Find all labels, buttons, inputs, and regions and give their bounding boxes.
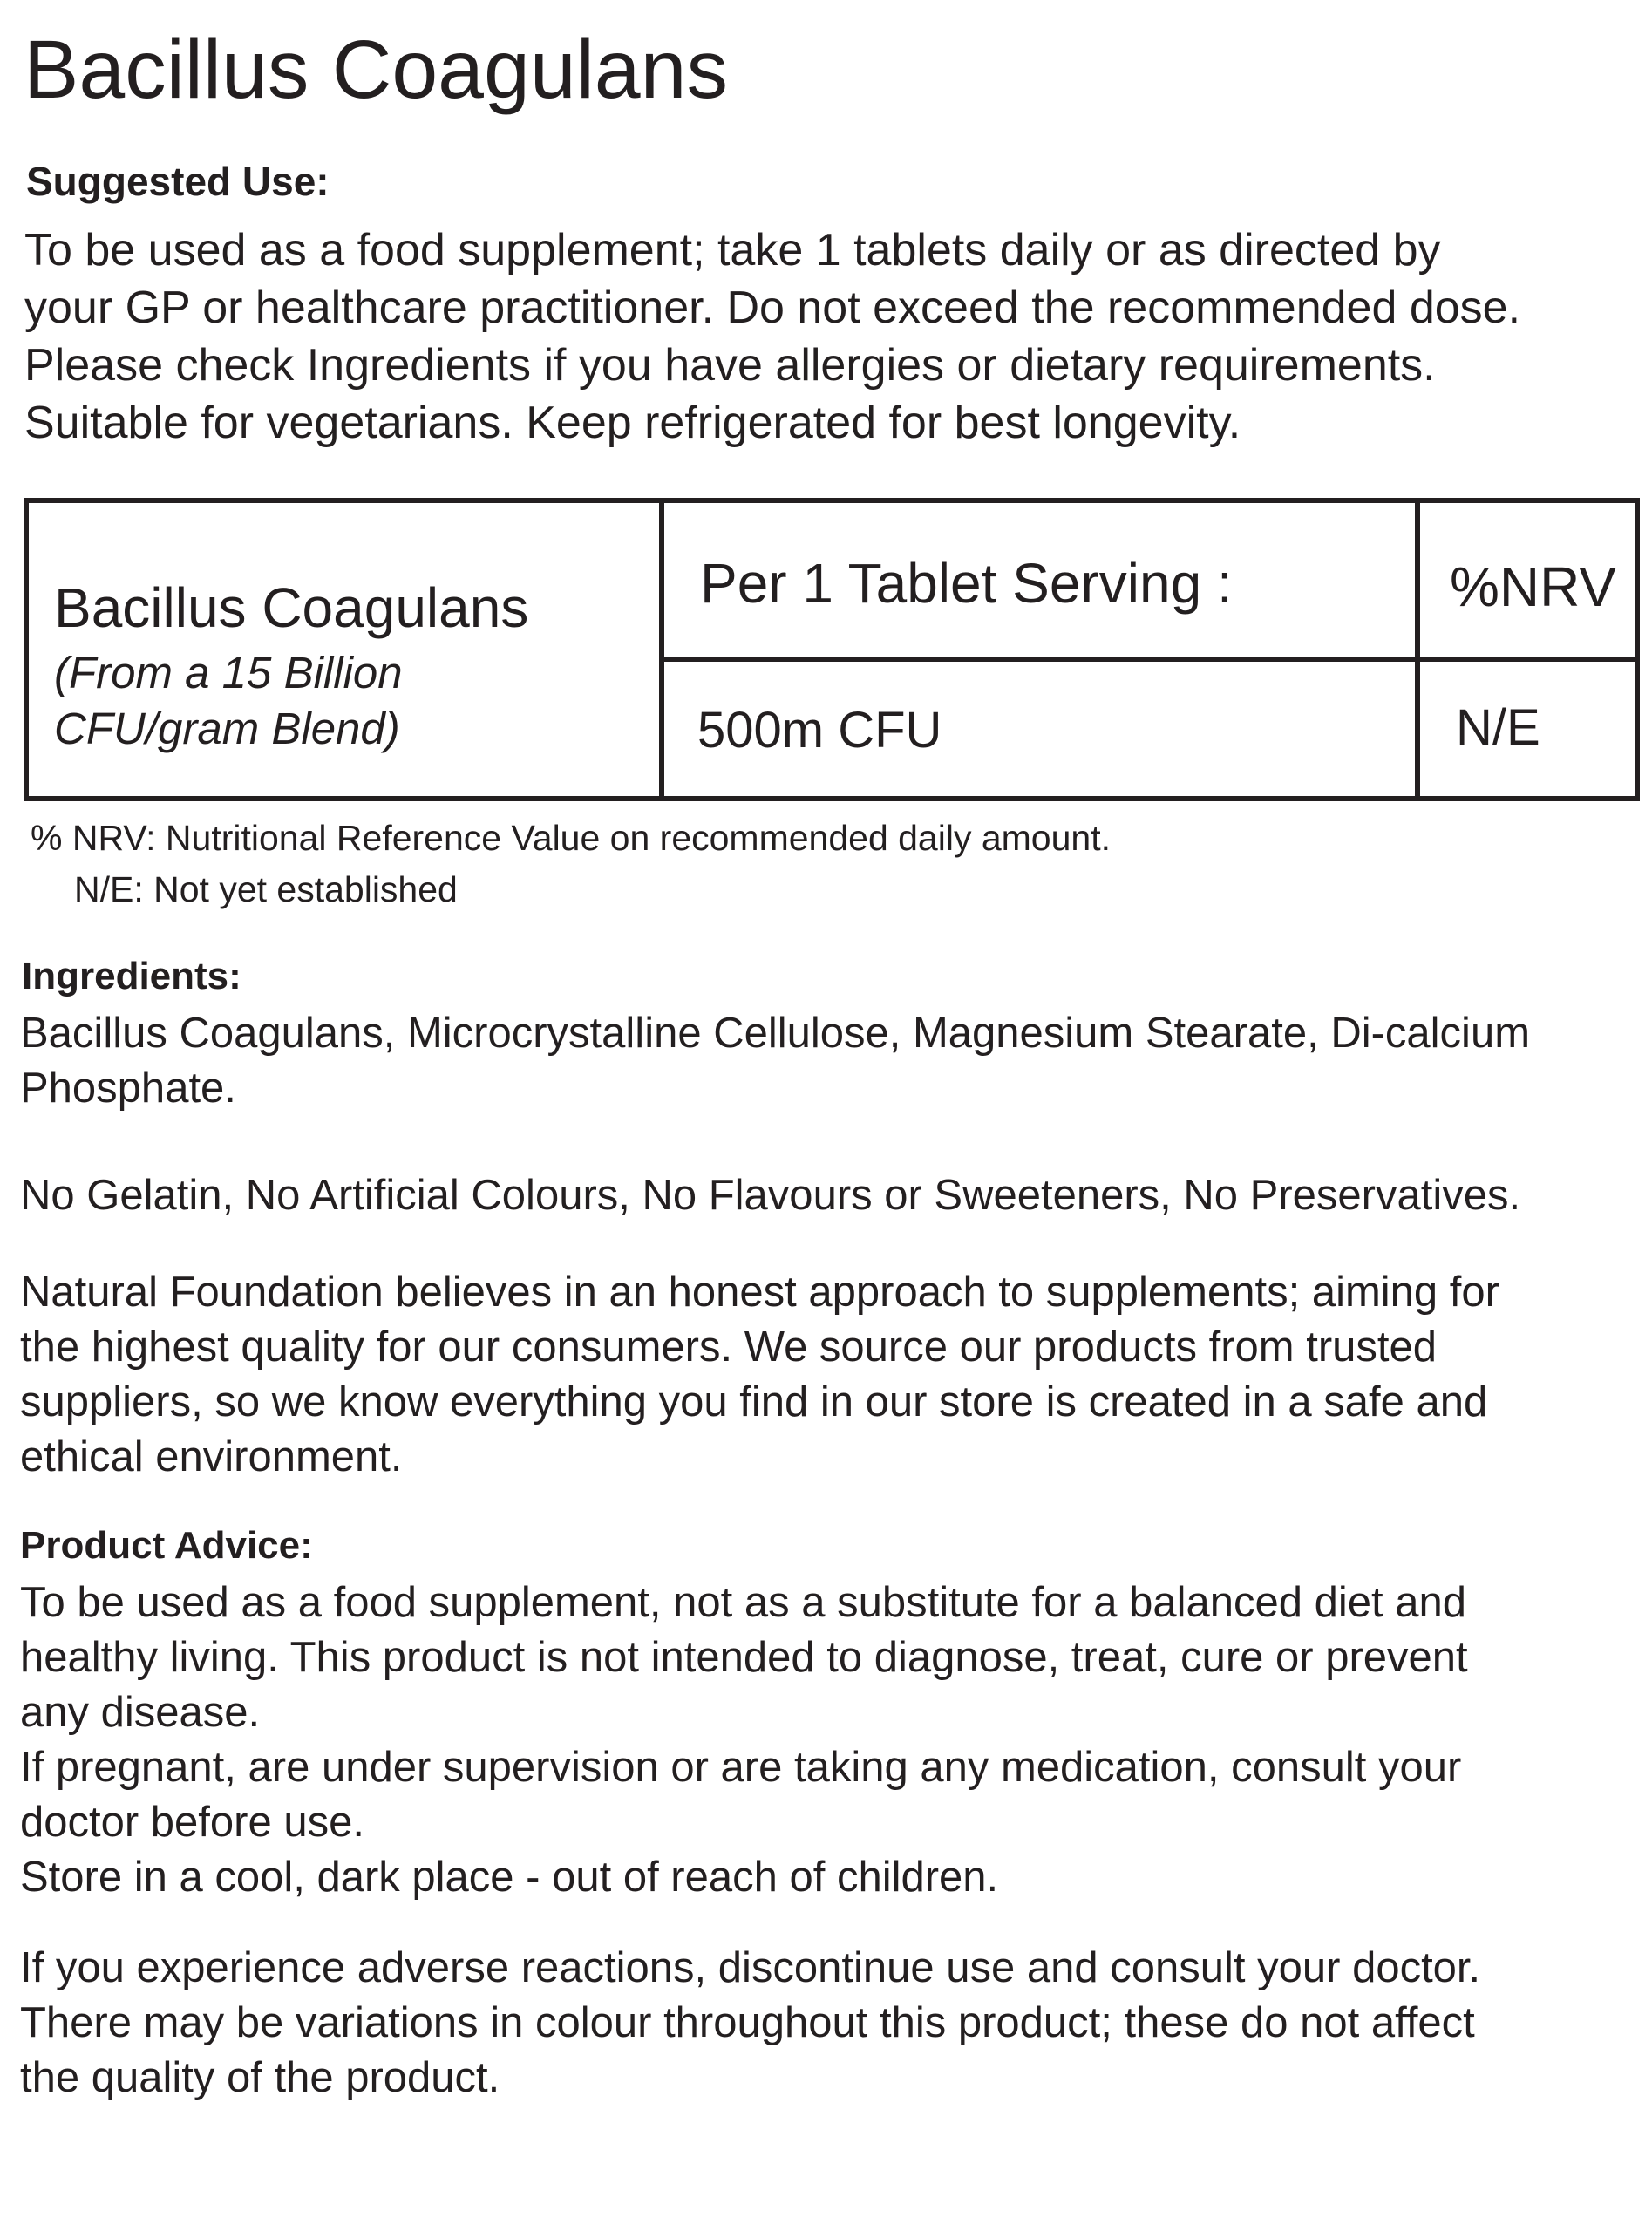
ingredients-text xyxy=(20,1006,1530,1116)
brand-statement xyxy=(20,1265,1499,1485)
suggested-use-line: To be used as a food supplement; take 1 tablets daily or as directed by xyxy=(24,225,1441,276)
brand-statement-line: ethical environment. xyxy=(20,1433,403,1480)
table-ingredient-note-line: (From a 15 Billion xyxy=(54,648,403,698)
ne-footnote: N/E: Not yet established xyxy=(74,869,458,909)
nrv-footnote: % NRV: Nutritional Reference Value on recommended daily amount. xyxy=(31,818,1111,858)
product-advice-line: To be used as a food supplement, not as a substitute for a balanced diet and xyxy=(20,1579,1466,1626)
suggested-use-heading: Suggested Use: xyxy=(26,159,330,204)
closing-statement xyxy=(20,1941,1480,2106)
table-serving-value: 500m CFU xyxy=(697,702,942,759)
brand-statement-line: Natural Foundation believes in an honest approach to supplements; aiming for xyxy=(20,1269,1499,1316)
product-advice-line: any disease. xyxy=(20,1689,261,1736)
suggested-use-line: your GP or healthcare practitioner. Do not exceed the recommended dose. xyxy=(24,282,1521,333)
page-title: Bacillus Coagulans xyxy=(24,24,728,116)
product-advice-heading: Product Advice: xyxy=(20,1524,313,1567)
nutrition-table xyxy=(24,498,1640,801)
table-ingredient-note xyxy=(54,645,403,757)
table-serving-header: Per 1 Tablet Serving : xyxy=(700,552,1233,615)
closing-line: the quality of the product. xyxy=(20,2054,500,2101)
product-advice-line: Store in a cool, dark place - out of reach of children. xyxy=(20,1854,999,1901)
suggested-use-line: Suitable for vegetarians. Keep refrigerated for best longevity. xyxy=(24,398,1241,448)
table-divider xyxy=(1415,503,1420,796)
product-advice-line: healthy living. This product is not intended to diagnose, treat, cure or prevent xyxy=(20,1634,1468,1681)
free-from-statement: No Gelatin, No Artificial Colours, No Flavours or Sweeteners, No Preservatives. xyxy=(20,1172,1521,1219)
brand-statement-line: suppliers, so we know everything you find in our store is created in a safe and xyxy=(20,1378,1488,1426)
table-divider xyxy=(659,503,664,796)
brand-statement-line: the highest quality for our consumers. We source our products from trusted xyxy=(20,1324,1438,1371)
ingredients-heading: Ingredients: xyxy=(22,955,241,997)
table-ingredient-name: Bacillus Coagulans xyxy=(54,576,529,639)
table-nrv-header: %NRV xyxy=(1450,555,1616,618)
product-advice-text xyxy=(20,1575,1468,1905)
table-divider xyxy=(659,657,1635,662)
suggested-use-text xyxy=(24,221,1520,452)
table-ingredient-note-line: CFU/gram Blend) xyxy=(54,704,400,753)
product-advice-line: If pregnant, are under supervision or are taking any medication, consult your xyxy=(20,1744,1462,1791)
closing-line: If you experience adverse reactions, discontinue use and consult your doctor. xyxy=(20,1944,1481,1991)
ingredients-line: Phosphate. xyxy=(20,1065,236,1112)
ingredients-line: Bacillus Coagulans, Microcrystalline Cellulose, Magnesium Stearate, Di-calcium xyxy=(20,1010,1531,1057)
table-nrv-value: N/E xyxy=(1456,699,1540,756)
closing-line: There may be variations in colour throughout this product; these do not affect xyxy=(20,1999,1475,2046)
product-advice-line: doctor before use. xyxy=(20,1799,364,1846)
suggested-use-line: Please check Ingredients if you have allergies or dietary requirements. xyxy=(24,340,1436,391)
